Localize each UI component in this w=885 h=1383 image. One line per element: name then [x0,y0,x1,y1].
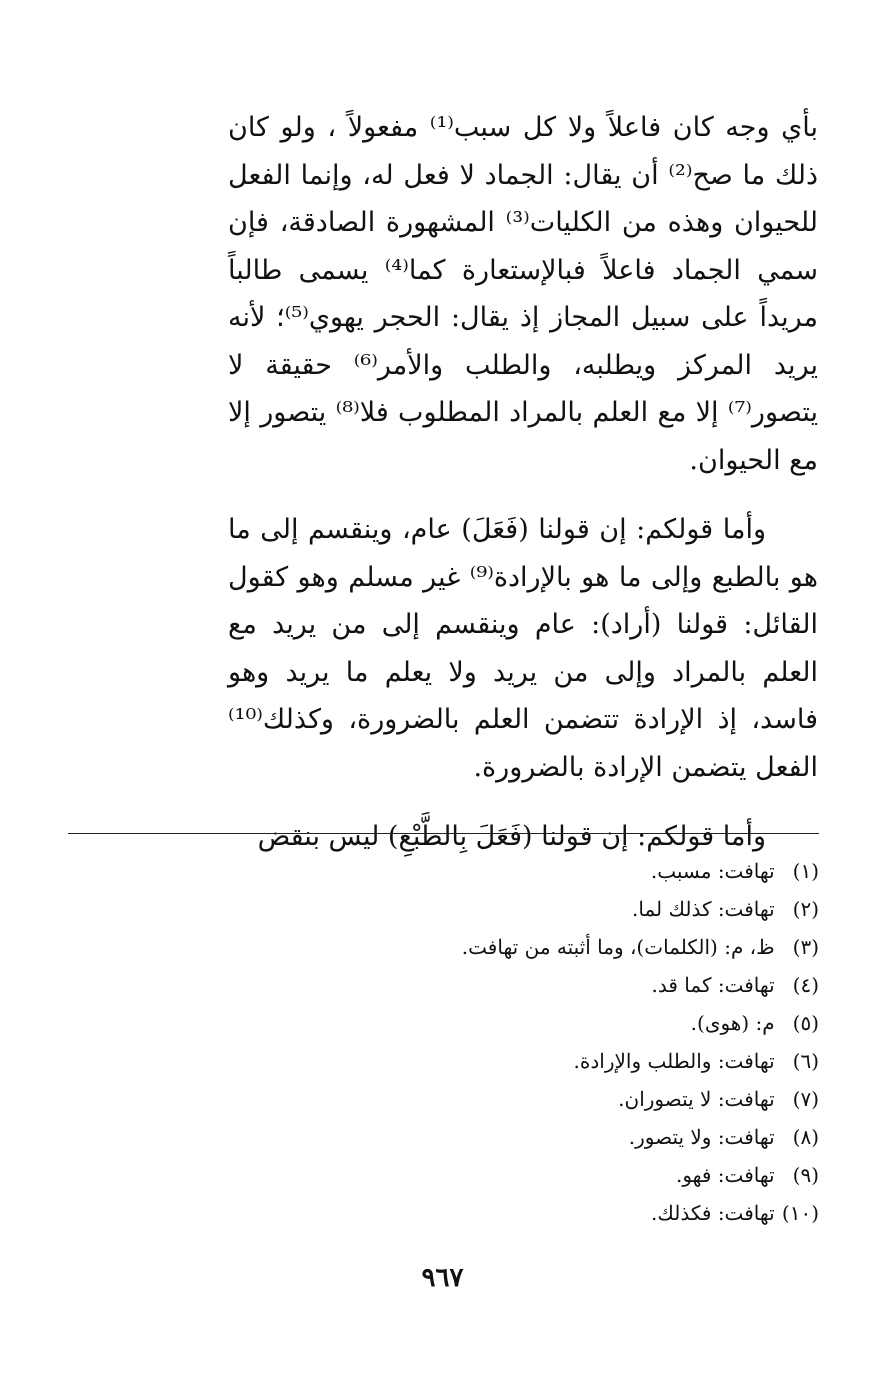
footnote-number: (٧) [792,1087,819,1111]
footnote-number: (٩) [792,1163,819,1187]
footnote-4 [68,966,819,1004]
footnote-10 [68,1194,819,1232]
footnote-divider [68,833,819,834]
footnote-number: (٦) [792,1049,819,1073]
footnote-5 [68,1004,819,1042]
footnote-number: (١) [792,859,819,883]
footnote-text: تهافت: فهو. [675,1163,775,1187]
paragraph-3: وأما قولكم: إن قولنا (فَعَلَ بِالطَّبْعِ) ليس بنقض [257,821,766,852]
footnote-text: تهافت: والطلب والإرادة. [573,1049,775,1073]
footnote-8 [68,1118,819,1156]
footnote-2 [68,890,819,928]
paragraph-1: بأي وجه كان فاعلاً ولا كل سبب⁽¹⁾ مفعولاً ، ولو كان ذلك ما صح⁽²⁾ أن يقال: الجماد لا فعل له، وإنما الفعل للحيوان وهذه من الكليات⁽³⁾ المشهورة الصادقة، فإن سمي الجماد فاعلاً فبالإستعارة كما⁽⁴⁾ يسمى طالباً مريداً على سبيل المجاز إذ يقال: الحجر يهوي⁽⁵⁾؛ لأنه يريد المركز ويطلبه، والطلب والأمر⁽⁶⁾ حقيقة لا يتصور⁽⁷⁾ إلا مع العلم بالمراد المطلوب فلا⁽⁸⁾ يتصور إلا مع الحيوان. [228,112,818,476]
footnote-text: تهافت: فكذلك. [651,1201,775,1225]
footnote-text: م: (هوى). [690,1011,775,1035]
footnote-text: تهافت: ولا يتصور. [628,1125,775,1149]
footnote-7 [68,1080,819,1118]
footnote-text: تهافت: كما قد. [651,973,775,997]
footnote-1 [68,852,819,890]
footnote-number: (٢) [792,897,819,921]
footnote-text: تهافت: كذلك لما. [632,897,775,921]
page-number: ٩٦٧ [421,1263,464,1293]
footnote-9 [68,1156,819,1194]
footnote-number: (١٠) [781,1201,819,1225]
footnote-text: تهافت: مسبب. [650,859,775,883]
footnote-number: (٤) [792,973,819,997]
paragraph-2: وأما قولكم: إن قولنا (فَعَلَ) عام، وينقسم إلى ما هو بالطبع وإلى ما هو بالإرادة⁽⁹⁾ غير مسلم وهو كقول القائل: قولنا (أراد): عام وينقسم إلى من يريد مع العلم بالمراد وإلى من يريد ولا يعلم ما يريد وهو فاسد، إذ الإرادة تتضمن العلم بالضرورة، وكذلك⁽¹⁰⁾ الفعل يتضمن الإرادة بالضرورة. [228,514,818,783]
footnote-6 [68,1042,819,1080]
footnote-number: (٨) [792,1125,819,1149]
main-text [228,104,818,861]
footnote-number: (٣) [792,935,819,959]
footnote-3 [68,928,819,966]
footnote-number: (٥) [792,1011,819,1035]
footnote-text: ظ، م: (الكلمات)، وما أثبته من تهافت. [461,935,775,959]
footnote-text: تهافت: لا يتصوران. [618,1087,775,1111]
footnotes-list [68,852,819,1232]
